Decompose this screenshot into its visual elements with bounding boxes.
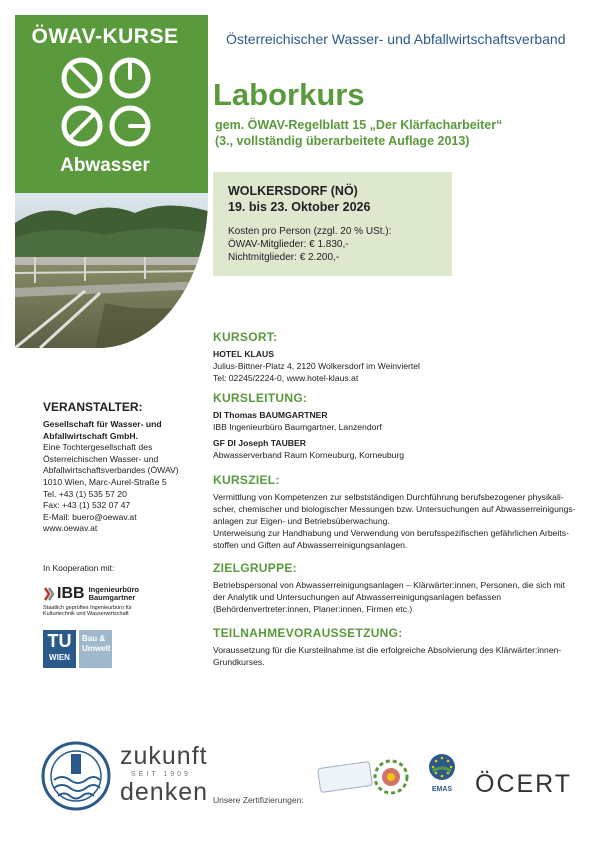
oewav-seal-icon [40, 740, 112, 812]
certifications-label: Unsere Zertifizierungen: [213, 795, 304, 805]
organizer-tel: Tel. +43 (1) 535 57 20 [43, 488, 127, 499]
event-dates: 19. bis 23. Oktober 2026 [228, 200, 371, 214]
section-kursziel [213, 473, 585, 551]
brand-green-block [15, 15, 208, 193]
kursort-address: Julius-Bittner-Platz 4, 2120 Wolkersdorf im Weinviertel [213, 361, 420, 371]
kursziel-line: anlagen zur Eigen- und Betriebsüberwachung. [213, 516, 390, 526]
section-kursort [213, 330, 585, 384]
ibb-mark-icon [43, 586, 55, 602]
organizer-email: E-Mail: buero@oewav.at [43, 511, 137, 522]
slogan-denken: denken [120, 778, 209, 806]
tu-wien-logo [43, 630, 112, 668]
zielgruppe-line: Betriebspersonal von Abwasserreinigungsanlagen – Klärwärter:innen, Personen, die sich mit [213, 580, 566, 590]
kursleitung-heading: KURSLEITUNG: [213, 391, 308, 405]
kursort-name: HOTEL KLAUS [213, 349, 274, 359]
ibb-desc1: Staatlich geprüftes Ingenieurbüro für [43, 605, 132, 611]
emas-icon [428, 753, 456, 781]
leader2-name: GF DI Joseph TAUBER [213, 438, 306, 448]
zielgruppe-line: der Analytik und Untersuchungen auf Abwasserreinigungsanlagen befassen [213, 592, 502, 602]
cost-label: Kosten pro Person (zzgl. 20 % USt.): [228, 226, 392, 237]
kursziel-line: Unterweisung zur Handhabung und Verwendung von berufsspezifischen gefährlichen Arbeits- [213, 528, 569, 538]
kursziel-line: Vermittlung von Kompetenzen zur selbstständigen Durchführung berufsbezogener physikali- [213, 492, 564, 502]
kursziel-heading: KURSZIEL: [213, 473, 280, 487]
umweltzeichen-icon [315, 755, 415, 800]
leader2-org: Abwasserverband Raum Korneuburg, Korneuburg [213, 450, 405, 460]
leader1-org: IBB Ingenieurbüro Baumgartner, Lanzendorf [213, 422, 382, 432]
slogan-seit: SEIT 1909 [131, 771, 191, 778]
course-title: Laborkurs [213, 77, 365, 112]
oecert-logo: ÖCERT [475, 770, 573, 798]
zielgruppe-heading: ZIELGRUPPE: [213, 561, 297, 575]
ibb-name1: Ingenieurbüro [88, 585, 139, 594]
cost-block [228, 225, 452, 264]
emas-label: EMAS [431, 786, 453, 793]
brand-subtitle: Abwasser [60, 155, 150, 176]
course-subtitle-line1: gem. ÖWAV-Regelblatt 15 „Der Klärfacharbeiter“ [215, 118, 503, 132]
brand-title: ÖWAV-KURSE [31, 25, 179, 48]
treatment-plant-photo [15, 193, 208, 348]
info-box [213, 172, 452, 276]
cost-non-members: Nichtmitglieder: € 2.200,- [228, 252, 340, 263]
teilnahme-line: Grundkurses. [213, 657, 265, 667]
organizer-heading: VERANSTALTER: [43, 400, 143, 414]
ibb-name2: Baumgartner [88, 593, 136, 602]
tu-badge2: Umwelt [82, 644, 111, 653]
tu-line1: TU [47, 631, 72, 651]
section-teilnahme [213, 626, 585, 668]
course-subtitle [215, 117, 502, 149]
organizer-fax: Fax: +43 (1) 532 07 47 [43, 500, 131, 511]
zielgruppe-line: (Behördenvertreter:innen, Planer:innen, Firmen etc.) [213, 604, 413, 614]
cooperation-label: In Kooperation mit: [43, 563, 115, 573]
organizer-desc: Abfallwirtschaftsverbandes (ÖWAV) [43, 465, 179, 476]
section-zielgruppe [213, 561, 585, 615]
org-header: Österreichischer Wasser- und Abfallwirtschaftsverband [226, 31, 566, 47]
kursort-contact: Tel: 02245/2224-0, www.hotel-klaus.at [213, 373, 359, 383]
organizer-desc: Eine Tochtergesellschaft des [43, 442, 153, 453]
section-kursleitung [213, 391, 585, 461]
organizer-name1: Gesellschaft für Wasser- und [43, 419, 162, 429]
emas-logo [428, 753, 456, 793]
organizer-name2: Abfallwirtschaft GmbH. [43, 430, 139, 441]
kursziel-line: scher, chemischer und biologischer Messungen bzw. Untersuchungen auf Abwasserreinigungs- [213, 504, 576, 514]
tu-line2: WIEN [49, 653, 70, 662]
organizer-block [43, 400, 203, 535]
kursort-heading: KURSORT: [213, 330, 278, 344]
event-location: WOLKERSDORF (NÖ) [228, 184, 358, 198]
teilnahme-heading: TEILNAHMEVORAUSSETZUNG: [213, 626, 403, 640]
brand-panel [15, 15, 208, 348]
organizer-web: www.oewav.at [43, 523, 98, 534]
leader1-name: DI Thomas BAUMGARTNER [213, 410, 328, 420]
ibb-desc2: Kulturtechnik und Wasserwirtschaft [43, 611, 129, 617]
ibb-short: IBB [57, 585, 85, 602]
tu-badge1: Bau & [82, 634, 106, 643]
slogan-zukunft: zukunft [120, 742, 208, 770]
oewav-logo-icon [59, 55, 154, 150]
ibb-logo [43, 585, 173, 617]
cost-members: ÖWAV-Mitglieder: € 1.830,- [228, 239, 349, 250]
teilnahme-line: Voraussetzung für die Kursteilnahme ist die erfolgreiche Absolvierung des Klärwärter:innen- [213, 645, 562, 655]
organizer-address: 1010 Wien, Marc-Aurel-Straße 5 [43, 476, 167, 487]
kursziel-line: stoffen und Giften auf Abwasserreinigungsanlagen. [213, 540, 408, 550]
course-subtitle-line2: (3., vollständig überarbeitete Auflage 2013) [215, 134, 470, 148]
organizer-desc: Österreichischen Wasser- und [43, 453, 159, 464]
